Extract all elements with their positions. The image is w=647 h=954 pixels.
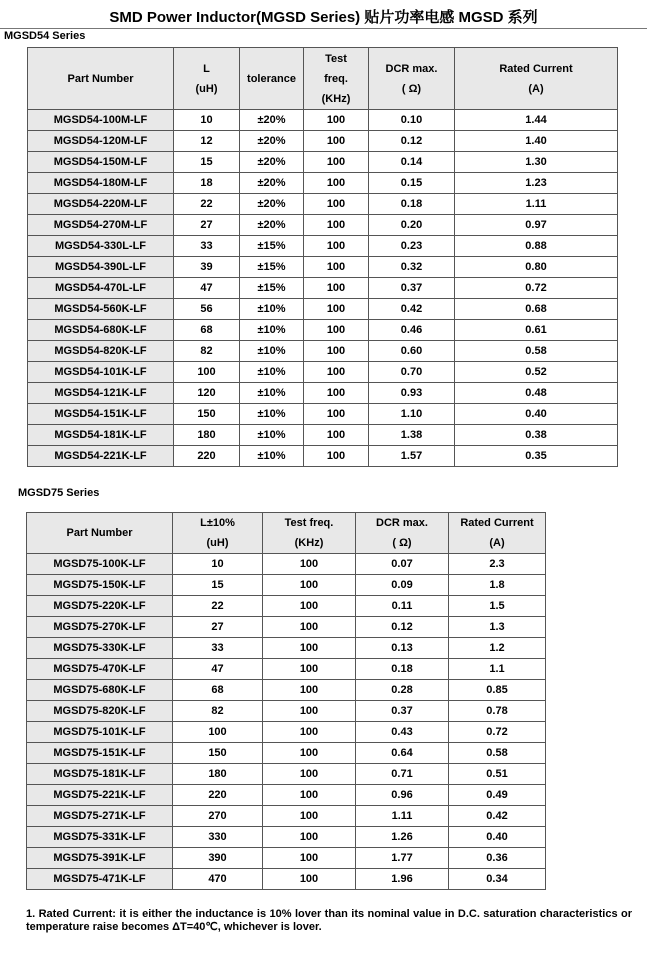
table-cell: ±20% <box>240 131 304 152</box>
table-row <box>28 383 618 404</box>
table-cell: 47 <box>174 278 240 299</box>
column-header-line: ( Ω) <box>392 537 412 549</box>
part-number-cell: MGSD54-180M-LF <box>28 173 174 194</box>
table-cell: ±10% <box>240 362 304 383</box>
table-cell: 100 <box>304 236 369 257</box>
table-cell: 0.60 <box>369 341 455 362</box>
column-header-line: Part Number <box>66 527 133 539</box>
table-cell: 330 <box>173 827 263 848</box>
column-header <box>240 48 304 110</box>
table-cell: 0.48 <box>455 383 618 404</box>
table-cell: 100 <box>304 110 369 131</box>
part-number-cell: MGSD54-680K-LF <box>28 320 174 341</box>
table-cell: 1.40 <box>455 131 618 152</box>
column-header <box>455 48 618 110</box>
table-cell: 1.3 <box>449 617 546 638</box>
table-cell: 100 <box>304 173 369 194</box>
part-number-cell: MGSD75-181K-LF <box>27 764 173 785</box>
table-cell: ±20% <box>240 152 304 173</box>
part-number-cell: MGSD54-150M-LF <box>28 152 174 173</box>
table-row <box>28 446 618 467</box>
table-cell: 0.11 <box>356 596 449 617</box>
table-row <box>27 617 546 638</box>
column-header <box>304 48 369 110</box>
table-cell: 100 <box>263 575 356 596</box>
table-cell: 180 <box>174 425 240 446</box>
column-header <box>263 513 356 554</box>
part-number-cell: MGSD54-820K-LF <box>28 341 174 362</box>
mgsd54-spec-table <box>27 47 618 467</box>
column-header-line: DCR max. <box>385 62 438 75</box>
table-cell: 0.61 <box>455 320 618 341</box>
table-cell: 1.5 <box>449 596 546 617</box>
table-cell: 0.42 <box>369 299 455 320</box>
table-cell: 120 <box>174 383 240 404</box>
table-row <box>27 785 546 806</box>
part-number-cell: MGSD75-150K-LF <box>27 575 173 596</box>
table-cell: 100 <box>304 320 369 341</box>
part-number-cell: MGSD54-121K-LF <box>28 383 174 404</box>
table-cell: 0.36 <box>449 848 546 869</box>
table-cell: 0.72 <box>455 278 618 299</box>
table-row <box>27 554 546 575</box>
table-cell: 0.15 <box>369 173 455 194</box>
table-row <box>27 764 546 785</box>
part-number-cell: MGSD75-220K-LF <box>27 596 173 617</box>
part-number-cell: MGSD75-820K-LF <box>27 701 173 722</box>
column-header <box>174 48 240 110</box>
table-cell: 100 <box>304 425 369 446</box>
table-cell: 100 <box>263 701 356 722</box>
table-cell: ±15% <box>240 278 304 299</box>
table-cell: 0.20 <box>369 215 455 236</box>
table-cell: 100 <box>173 722 263 743</box>
column-header-line: (uH) <box>206 537 229 549</box>
table-cell: 100 <box>263 617 356 638</box>
table-cell: 1.57 <box>369 446 455 467</box>
table-cell: 0.80 <box>455 257 618 278</box>
table-cell: 0.46 <box>369 320 455 341</box>
table-row <box>28 173 618 194</box>
table-cell: 1.11 <box>455 194 618 215</box>
table-row <box>27 575 546 596</box>
table-cell: 27 <box>174 215 240 236</box>
column-header-line: (A) <box>528 82 544 95</box>
table-cell: ±10% <box>240 404 304 425</box>
table-cell: 0.10 <box>369 110 455 131</box>
table-cell: 100 <box>304 278 369 299</box>
table-row <box>27 827 546 848</box>
table-cell: 10 <box>173 554 263 575</box>
table-cell: 68 <box>174 320 240 341</box>
table-cell: 0.18 <box>369 194 455 215</box>
table-cell: 100 <box>263 764 356 785</box>
column-header-line: Rated Current <box>460 517 534 529</box>
table-cell: 15 <box>174 152 240 173</box>
page-title: SMD Power Inductor(MGSD Series) 贴片功率电感 MGSD 系列 <box>109 9 538 26</box>
table-cell: 1.30 <box>455 152 618 173</box>
table-cell: 100 <box>263 848 356 869</box>
table-cell: 82 <box>173 701 263 722</box>
column-header-line: Rated Current <box>499 62 573 75</box>
table-cell: 0.70 <box>369 362 455 383</box>
part-number-cell: MGSD75-330K-LF <box>27 638 173 659</box>
column-header-line: (KHz) <box>321 92 351 105</box>
table-cell: ±10% <box>240 341 304 362</box>
part-number-cell: MGSD75-100K-LF <box>27 554 173 575</box>
table-row <box>27 596 546 617</box>
series1-label: MGSD54 Series <box>4 30 86 42</box>
table-cell: 0.18 <box>356 659 449 680</box>
column-header-line: (A) <box>489 537 505 549</box>
table-cell: 0.34 <box>449 869 546 890</box>
table-row <box>27 848 546 869</box>
table-cell: 100 <box>263 554 356 575</box>
table-row <box>28 257 618 278</box>
table-cell: 1.23 <box>455 173 618 194</box>
part-number-cell: MGSD54-151K-LF <box>28 404 174 425</box>
table-cell: 1.2 <box>449 638 546 659</box>
table-cell: 0.43 <box>356 722 449 743</box>
part-number-cell: MGSD54-120M-LF <box>28 131 174 152</box>
table-cell: 100 <box>263 785 356 806</box>
table-row <box>28 194 618 215</box>
column-header-line: Part Number <box>67 72 134 85</box>
table-cell: 0.40 <box>449 827 546 848</box>
part-number-cell: MGSD54-220M-LF <box>28 194 174 215</box>
table-cell: 1.44 <box>455 110 618 131</box>
part-number-cell: MGSD75-471K-LF <box>27 869 173 890</box>
table-cell: 100 <box>304 404 369 425</box>
table-cell: 100 <box>304 257 369 278</box>
table-cell: 150 <box>174 404 240 425</box>
table-cell: 0.68 <box>455 299 618 320</box>
table-cell: ±10% <box>240 320 304 341</box>
table-row <box>28 278 618 299</box>
table-row <box>28 110 618 131</box>
table-cell: 12 <box>174 131 240 152</box>
table-cell: 0.40 <box>455 404 618 425</box>
table-row <box>27 722 546 743</box>
rated-current-note: 1. Rated Current: it is either the inductance is 10% lover than its nominal value in D.C. saturation characteristics or temperature raise becomes ΔT=40℃, whichever is lover. <box>26 908 632 933</box>
table-row <box>28 404 618 425</box>
table-cell: 1.1 <box>449 659 546 680</box>
table-cell: 0.52 <box>455 362 618 383</box>
table-cell: 100 <box>263 827 356 848</box>
table-cell: 470 <box>173 869 263 890</box>
table-cell: 15 <box>173 575 263 596</box>
table-cell: 47 <box>173 659 263 680</box>
table-cell: ±15% <box>240 236 304 257</box>
table-cell: 0.35 <box>455 446 618 467</box>
mgsd75-spec-table <box>26 512 546 890</box>
part-number-cell: MGSD75-470K-LF <box>27 659 173 680</box>
table-cell: ±20% <box>240 110 304 131</box>
table-cell: 2.3 <box>449 554 546 575</box>
table-row <box>28 299 618 320</box>
table-cell: 220 <box>173 785 263 806</box>
table-cell: 39 <box>174 257 240 278</box>
table-row <box>27 806 546 827</box>
table-cell: 1.11 <box>356 806 449 827</box>
table-cell: 100 <box>304 362 369 383</box>
column-header-line: L <box>203 62 210 75</box>
table-cell: ±10% <box>240 446 304 467</box>
table-cell: 0.12 <box>356 617 449 638</box>
table-cell: 0.49 <box>449 785 546 806</box>
column-header-line: Test freq. <box>284 517 334 529</box>
column-header <box>449 513 546 554</box>
table-cell: 100 <box>304 131 369 152</box>
table-cell: ±20% <box>240 194 304 215</box>
column-header-line: freq. <box>324 72 348 85</box>
column-header-line: L±10% <box>200 517 235 529</box>
table-cell: 100 <box>263 659 356 680</box>
table-cell: 0.14 <box>369 152 455 173</box>
table-cell: 0.07 <box>356 554 449 575</box>
table-cell: 0.71 <box>356 764 449 785</box>
table-row <box>28 152 618 173</box>
part-number-cell: MGSD54-390L-LF <box>28 257 174 278</box>
table-cell: 0.12 <box>369 131 455 152</box>
column-header-line: (KHz) <box>294 537 324 549</box>
table-cell: 0.32 <box>369 257 455 278</box>
table-cell: 0.72 <box>449 722 546 743</box>
table-cell: 1.77 <box>356 848 449 869</box>
part-number-cell: MGSD75-101K-LF <box>27 722 173 743</box>
column-header-line: ( Ω) <box>401 82 422 95</box>
table-cell: 0.78 <box>449 701 546 722</box>
table-cell: 150 <box>173 743 263 764</box>
table-cell: 390 <box>173 848 263 869</box>
table-cell: 100 <box>263 869 356 890</box>
table-cell: 68 <box>173 680 263 701</box>
table-cell: 0.58 <box>455 341 618 362</box>
table-cell: 18 <box>174 173 240 194</box>
part-number-cell: MGSD54-560K-LF <box>28 299 174 320</box>
column-header-line: Test <box>325 52 347 65</box>
column-header-line: (uH) <box>195 82 218 95</box>
table-cell: 100 <box>174 362 240 383</box>
table-row <box>28 236 618 257</box>
table-row <box>27 680 546 701</box>
table-cell: ±15% <box>240 257 304 278</box>
table-cell: 220 <box>174 446 240 467</box>
table-cell: 10 <box>174 110 240 131</box>
table-cell: 100 <box>263 722 356 743</box>
column-header-line: tolerance <box>247 72 296 85</box>
table-cell: 22 <box>173 596 263 617</box>
table-cell: 0.28 <box>356 680 449 701</box>
column-header <box>369 48 455 110</box>
table-cell: ±10% <box>240 299 304 320</box>
part-number-cell: MGSD54-101K-LF <box>28 362 174 383</box>
table-cell: 0.85 <box>449 680 546 701</box>
table-cell: 0.42 <box>449 806 546 827</box>
table-cell: 0.37 <box>356 701 449 722</box>
part-number-cell: MGSD54-221K-LF <box>28 446 174 467</box>
table-row <box>28 320 618 341</box>
part-number-cell: MGSD54-330L-LF <box>28 236 174 257</box>
column-header <box>173 513 263 554</box>
table-row <box>27 701 546 722</box>
table-cell: 270 <box>173 806 263 827</box>
column-header <box>28 48 174 110</box>
part-number-cell: MGSD54-100M-LF <box>28 110 174 131</box>
table-cell: 100 <box>304 383 369 404</box>
table-cell: 1.38 <box>369 425 455 446</box>
table-cell: ±10% <box>240 425 304 446</box>
table-cell: ±20% <box>240 173 304 194</box>
table-cell: 0.58 <box>449 743 546 764</box>
column-header-line: DCR max. <box>376 517 428 529</box>
table-row <box>28 425 618 446</box>
table-cell: 100 <box>304 446 369 467</box>
table-cell: 0.13 <box>356 638 449 659</box>
table-cell: 0.37 <box>369 278 455 299</box>
table-cell: 100 <box>263 743 356 764</box>
table-cell: 0.23 <box>369 236 455 257</box>
table-cell: ±10% <box>240 383 304 404</box>
table-cell: 1.8 <box>449 575 546 596</box>
table-row <box>27 743 546 764</box>
table-cell: 0.93 <box>369 383 455 404</box>
table-cell: 100 <box>304 194 369 215</box>
table-cell: 0.09 <box>356 575 449 596</box>
part-number-cell: MGSD75-331K-LF <box>27 827 173 848</box>
table-cell: 33 <box>173 638 263 659</box>
table-row <box>28 215 618 236</box>
table-cell: 1.26 <box>356 827 449 848</box>
table-row <box>27 638 546 659</box>
table-cell: 100 <box>304 341 369 362</box>
table-cell: 27 <box>173 617 263 638</box>
table-row <box>27 869 546 890</box>
series2-label: MGSD75 Series <box>18 487 100 499</box>
part-number-cell: MGSD75-270K-LF <box>27 617 173 638</box>
part-number-cell: MGSD75-151K-LF <box>27 743 173 764</box>
table-cell: 56 <box>174 299 240 320</box>
table-cell: 100 <box>304 299 369 320</box>
title-divider <box>0 28 647 29</box>
table-cell: 0.64 <box>356 743 449 764</box>
part-number-cell: MGSD75-391K-LF <box>27 848 173 869</box>
part-number-cell: MGSD54-470L-LF <box>28 278 174 299</box>
table-cell: 100 <box>304 152 369 173</box>
table-row <box>27 659 546 680</box>
table-cell: 100 <box>304 215 369 236</box>
table-cell: ±20% <box>240 215 304 236</box>
table-cell: 22 <box>174 194 240 215</box>
table-cell: 100 <box>263 596 356 617</box>
table-cell: 0.96 <box>356 785 449 806</box>
table-row <box>28 341 618 362</box>
column-header <box>27 513 173 554</box>
column-header <box>356 513 449 554</box>
table-cell: 1.10 <box>369 404 455 425</box>
table-cell: 0.97 <box>455 215 618 236</box>
table-row <box>28 131 618 152</box>
table-cell: 82 <box>174 341 240 362</box>
part-number-cell: MGSD75-271K-LF <box>27 806 173 827</box>
table-cell: 0.51 <box>449 764 546 785</box>
part-number-cell: MGSD54-270M-LF <box>28 215 174 236</box>
table-cell: 0.38 <box>455 425 618 446</box>
table-cell: 100 <box>263 638 356 659</box>
table-cell: 180 <box>173 764 263 785</box>
table-cell: 0.88 <box>455 236 618 257</box>
part-number-cell: MGSD54-181K-LF <box>28 425 174 446</box>
table-cell: 33 <box>174 236 240 257</box>
part-number-cell: MGSD75-221K-LF <box>27 785 173 806</box>
table-row <box>28 362 618 383</box>
table-cell: 1.96 <box>356 869 449 890</box>
table-cell: 100 <box>263 806 356 827</box>
table-cell: 100 <box>263 680 356 701</box>
part-number-cell: MGSD75-680K-LF <box>27 680 173 701</box>
